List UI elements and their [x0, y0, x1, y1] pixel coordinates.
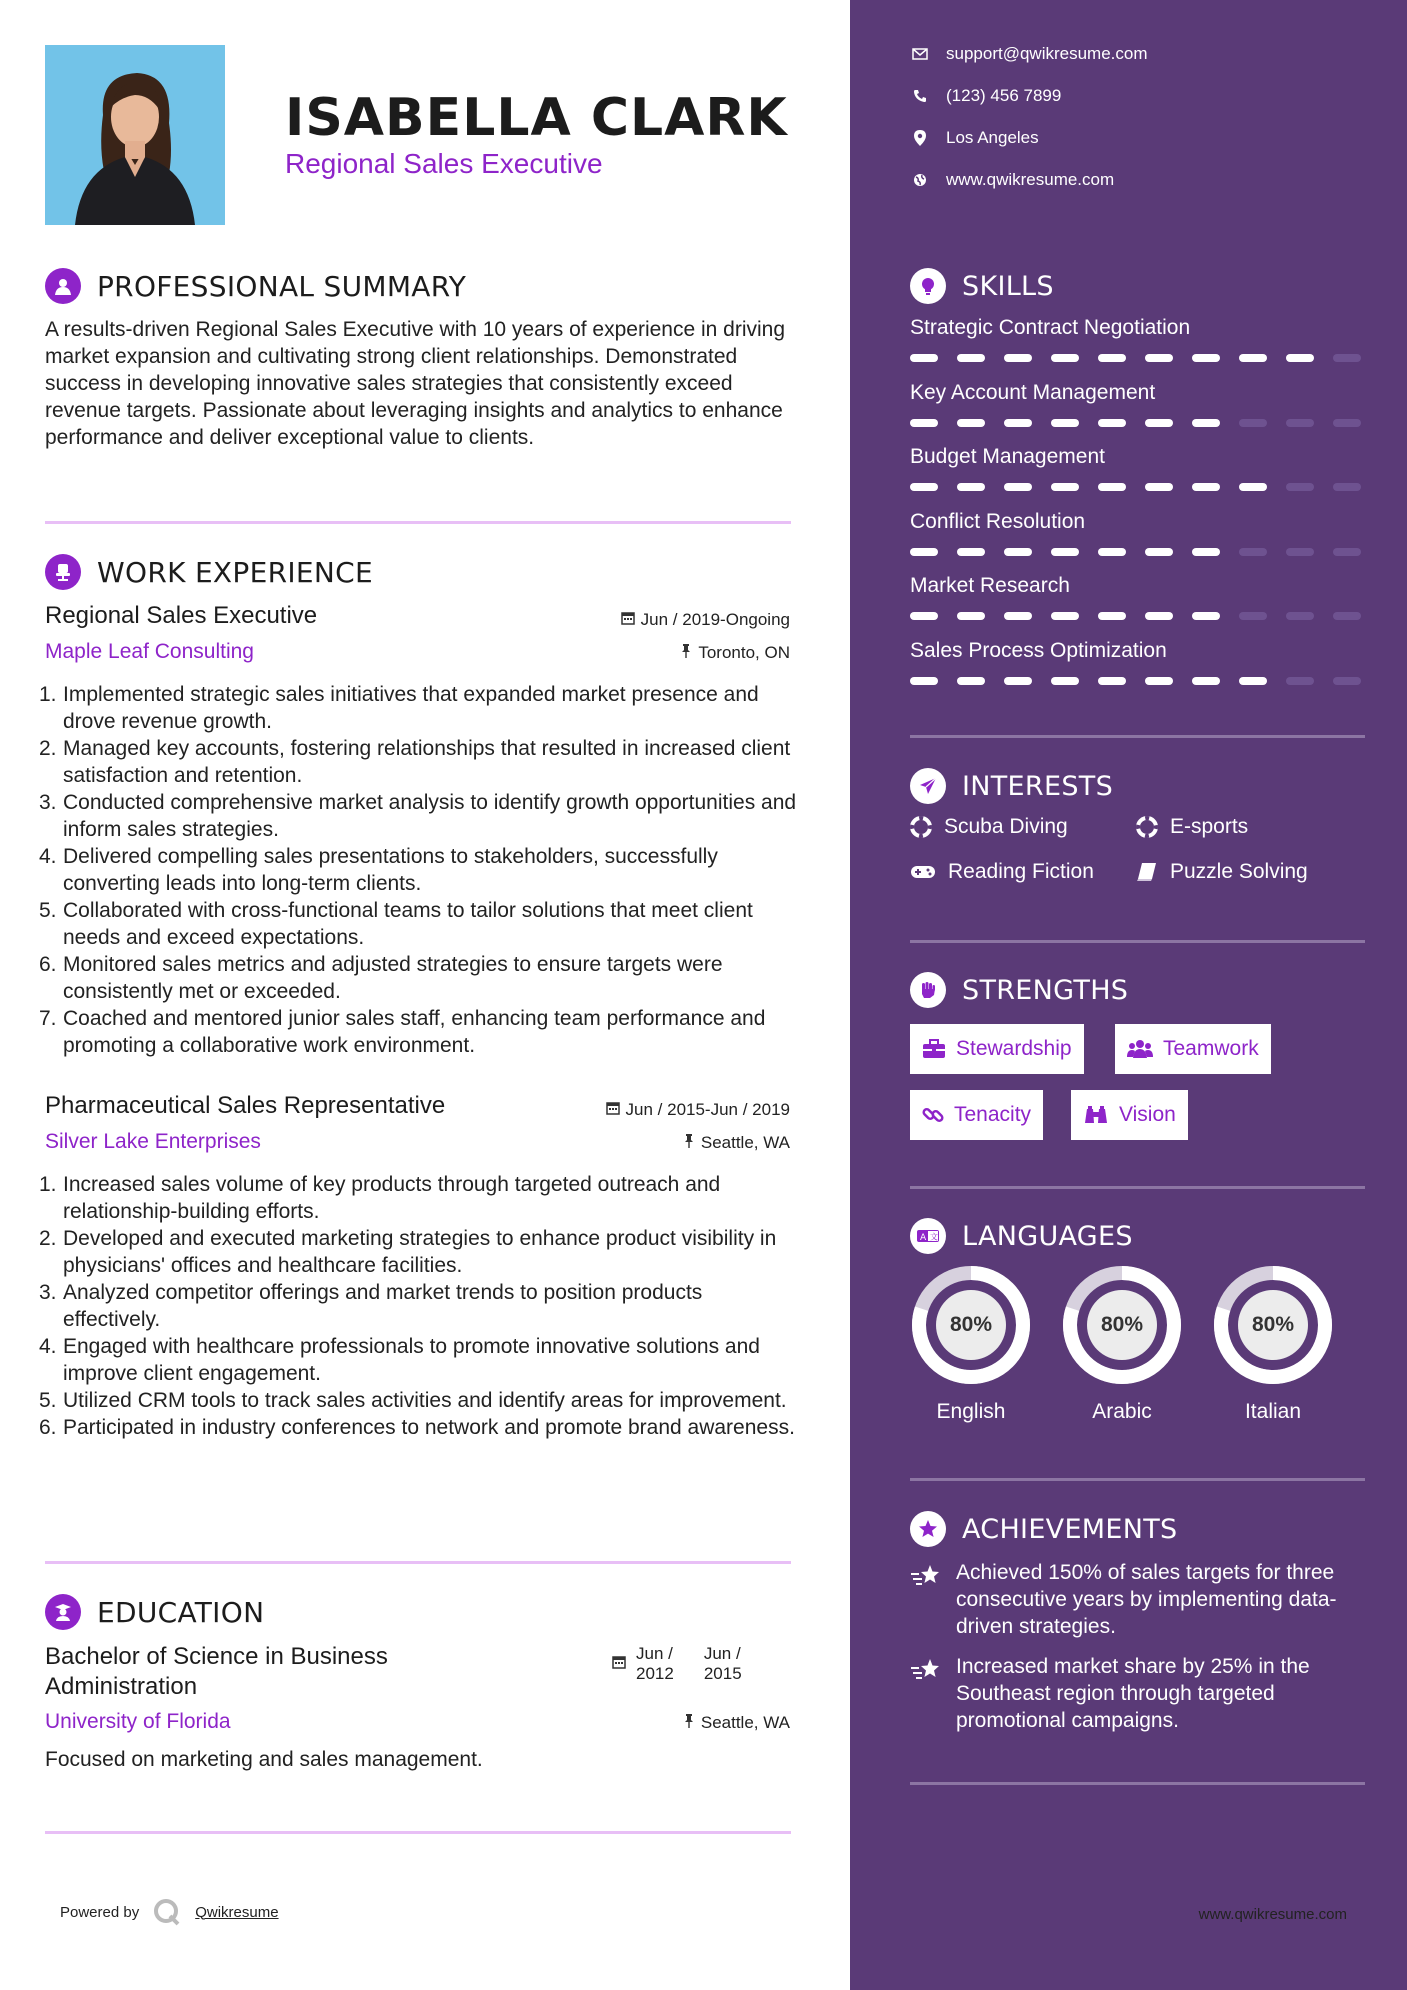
profile-photo — [45, 45, 225, 225]
skill-meter — [910, 677, 1361, 685]
strength-label: Stewardship — [956, 1037, 1072, 1060]
item-text: Delivered compelling sales presentations to stakeholders, successfully converting leads into long-term clients. — [63, 845, 718, 895]
responsibility-item — [39, 843, 805, 897]
skill-dot-filled — [1098, 612, 1126, 620]
skill-dot-filled — [1192, 612, 1220, 620]
skill-dot-empty — [1333, 548, 1361, 556]
experience-heading — [45, 554, 373, 590]
section-title: LANGUAGES — [962, 1220, 1133, 1252]
responsibility-item — [39, 897, 805, 951]
skill-name: Key Account Management — [910, 380, 1156, 404]
skill-dot-filled — [1098, 677, 1126, 685]
divider — [910, 1782, 1365, 1785]
strength-tag — [910, 1024, 1084, 1074]
item-number: 4. — [39, 1335, 57, 1358]
skills-heading — [910, 268, 1054, 304]
achievement-text: Increased market share by 25% in the Southeast region through targeted promotional campaigns. — [956, 1655, 1310, 1732]
svg-text:A: A — [920, 1233, 927, 1243]
skill-dot-filled — [957, 419, 985, 427]
language-name: English — [936, 1400, 1006, 1423]
skill-dot-filled — [1145, 354, 1173, 362]
qwikresume-logo-icon — [153, 1898, 181, 1926]
achievements-heading — [910, 1511, 1178, 1547]
responsibility-item — [39, 951, 805, 1005]
section-title: STRENGTHS — [962, 974, 1129, 1006]
skill-dot-filled — [1004, 419, 1032, 427]
strength-tag — [910, 1090, 1043, 1140]
item-text: Implemented strategic sales initiatives that expanded market presence and drove revenue growth. — [63, 683, 759, 733]
item-number: 7. — [39, 1007, 57, 1030]
skill-dot-filled — [1286, 354, 1314, 362]
interest-label: Reading Fiction — [948, 860, 1094, 883]
envelope-icon — [910, 48, 930, 60]
section-title: PROFESSIONAL SUMMARY — [97, 269, 467, 303]
language-name: Italian — [1244, 1400, 1302, 1423]
skill-dot-filled — [1098, 548, 1126, 556]
skill-dot-empty — [1286, 419, 1314, 427]
section-title: INTERESTS — [962, 770, 1114, 802]
achievement-text: Achieved 150% of sales targets for three consecutive years by implementing data-driven strategies. — [956, 1561, 1337, 1638]
skill-dot-filled — [1098, 419, 1126, 427]
skill-dot-filled — [910, 419, 938, 427]
responsibility-item — [39, 789, 805, 843]
skill-dot-filled — [1145, 419, 1173, 427]
skill-dot-filled — [1051, 483, 1079, 491]
skill-dot-filled — [910, 677, 938, 685]
graduate-icon — [45, 1594, 81, 1630]
item-number: 5. — [39, 899, 57, 922]
start-date: Jun / 2012 — [636, 1644, 674, 1683]
skill-dot-filled — [957, 612, 985, 620]
skill-dot-filled — [957, 483, 985, 491]
job-dates-text: Jun / 2019-Ongoing — [640, 610, 790, 629]
skill-meter — [910, 354, 1361, 362]
skill-dot-filled — [910, 354, 938, 362]
candidate-name: ISABELLA CLARK — [285, 88, 788, 148]
education-dates — [612, 1644, 742, 1684]
item-text: Collaborated with cross-functional teams to tailor solutions that meet client needs and exceed expectations. — [63, 899, 753, 949]
skill-dot-filled — [1004, 612, 1032, 620]
users-icon — [1127, 1039, 1153, 1059]
skill-dot-filled — [1004, 677, 1032, 685]
calendar-icon — [621, 610, 635, 630]
user-icon — [45, 268, 81, 304]
item-text: Engaged with healthcare professionals to promote innovative solutions and improve client engagement. — [63, 1335, 760, 1385]
link-icon — [922, 1104, 944, 1126]
language-item — [910, 1264, 1032, 1424]
interest-item — [910, 860, 1094, 884]
contact-website[interactable] — [910, 170, 1114, 190]
responsibility-item — [39, 1171, 805, 1225]
divider — [45, 521, 791, 524]
item-text: Utilized CRM tools to track sales activities and identify areas for improvement. — [63, 1389, 787, 1412]
job-dates — [606, 1100, 790, 1120]
divider — [910, 735, 1365, 738]
skill-dot-empty — [1286, 548, 1314, 556]
item-text: Coached and mentored junior sales staff, enhancing team performance and promoting a collaborative work environment. — [63, 1007, 766, 1057]
contact-phone[interactable] — [910, 86, 1061, 106]
job-location — [683, 1133, 790, 1153]
powered-by-text: Powered by — [60, 1903, 140, 1921]
language-icon — [910, 1218, 946, 1254]
item-number: 1. — [39, 1173, 57, 1196]
education-heading — [45, 1594, 264, 1630]
school-name: University of Florida — [45, 1710, 231, 1733]
item-text: Conducted comprehensive market analysis to identify growth opportunities and inform sales strategies. — [63, 791, 797, 841]
responsibility-item — [39, 1414, 805, 1441]
achievement-item — [910, 1653, 1366, 1734]
section-title: EDUCATION — [97, 1595, 265, 1629]
skill-meter — [910, 612, 1361, 620]
responsibility-item — [39, 681, 805, 735]
divider — [910, 1478, 1365, 1481]
skill-dot-filled — [1051, 419, 1079, 427]
job-location — [680, 643, 790, 663]
interests-heading — [910, 768, 1113, 804]
svg-text:文: 文 — [930, 1232, 938, 1242]
globe-icon — [910, 173, 930, 187]
skill-dot-filled — [1051, 612, 1079, 620]
sidebar — [850, 0, 1407, 1990]
summary-text: A results-driven Regional Sales Executive with 10 years of experience in driving market expansion and cultivating strong client relationships. Demonstrated success in developing innovative sales strategies that consistently exceed revenue targets. Passionate about leveraging insights and analytics to enhance performance and deliver exceptional value to clients. — [45, 318, 786, 449]
skill-name: Budget Management — [910, 445, 1105, 468]
skill-dot-filled — [1051, 677, 1079, 685]
calendar-icon — [612, 1644, 626, 1684]
powered-by — [60, 1898, 279, 1926]
skill-dot-filled — [910, 548, 938, 556]
calendar-icon — [606, 1100, 620, 1120]
item-text: Monitored sales metrics and adjusted strategies to ensure targets were consistently met or exceeded. — [63, 953, 723, 1003]
skill-dot-filled — [957, 548, 985, 556]
skill-dot-empty — [1333, 612, 1361, 620]
brand-link[interactable]: Qwikresume — [195, 1903, 279, 1921]
skill-dot-filled — [1192, 419, 1220, 427]
section-title: SKILLS — [962, 270, 1054, 302]
strength-tag — [1071, 1090, 1188, 1140]
interest-item — [1136, 815, 1248, 839]
candidate-title: Regional Sales Executive — [285, 148, 603, 179]
company-name: Maple Leaf Consulting — [45, 640, 254, 663]
chair-icon — [45, 554, 81, 590]
responsibility-item — [39, 735, 805, 789]
interest-item — [1136, 860, 1308, 884]
item-text: Participated in industry conferences to network and promote brand awareness. — [63, 1416, 795, 1439]
skill-dot-empty — [1333, 483, 1361, 491]
item-number: 6. — [39, 1416, 57, 1439]
interest-label: E-sports — [1170, 815, 1249, 838]
skill-dot-filled — [1239, 483, 1267, 491]
section-title: WORK EXPERIENCE — [97, 555, 373, 589]
shooting-star-icon — [910, 1559, 946, 1640]
strength-label: Tenacity — [954, 1103, 1032, 1126]
degree-line: Bachelor of Science in Business — [45, 1643, 388, 1670]
contact-email[interactable] — [910, 44, 1148, 64]
skill-dot-filled — [957, 677, 985, 685]
binoculars-icon — [1083, 1105, 1109, 1125]
skill-dot-empty — [1286, 677, 1314, 685]
job-location-text: Toronto, ON — [698, 643, 790, 662]
interest-item — [910, 815, 1068, 839]
location-text: Los Angeles — [946, 128, 1039, 147]
skill-dot-filled — [1051, 548, 1079, 556]
skill-dot-filled — [1145, 677, 1173, 685]
school-location-text: Seattle, WA — [700, 1713, 790, 1732]
skill-dot-filled — [1051, 354, 1079, 362]
degree-title — [45, 1642, 388, 1702]
skill-meter — [910, 419, 1361, 427]
skill-name: Sales Process Optimization — [910, 638, 1167, 662]
pin-icon — [683, 1713, 695, 1733]
divider — [45, 1561, 791, 1564]
job-location-text: Seattle, WA — [700, 1133, 790, 1152]
skill-dot-filled — [957, 354, 985, 362]
skill-name: Conflict Resolution — [910, 509, 1086, 533]
shooting-star-icon — [910, 1653, 946, 1734]
item-number: 2. — [39, 1227, 57, 1250]
skill-dot-filled — [1145, 483, 1173, 491]
skill-dot-empty — [1239, 548, 1267, 556]
language-percent: 80% — [949, 1313, 993, 1336]
skill-dot-empty — [1333, 677, 1361, 685]
divider — [45, 1831, 791, 1834]
website-text: www.qwikresume.com — [946, 170, 1115, 189]
summary-heading — [45, 268, 466, 304]
languages-heading — [910, 1218, 1133, 1254]
education-note: Focused on marketing and sales management. — [45, 1748, 483, 1771]
language-name: Arabic — [1092, 1400, 1152, 1423]
skill-dot-empty — [1333, 419, 1361, 427]
section-title: ACHIEVEMENTS — [962, 1513, 1178, 1545]
book-icon — [1136, 862, 1158, 882]
skill-dot-filled — [910, 483, 938, 491]
responsibility-item — [39, 1333, 805, 1387]
skill-dot-filled — [1192, 548, 1220, 556]
item-text: Managed key accounts, fostering relationships that resulted in increased client satisfaction and retention. — [63, 737, 791, 787]
phone-text: (123) 456 7899 — [946, 86, 1062, 105]
skill-dot-filled — [1239, 354, 1267, 362]
interest-label: Scuba Diving — [944, 815, 1068, 838]
strength-label: Vision — [1119, 1103, 1176, 1126]
footer-site[interactable]: www.qwikresume.com — [1198, 1906, 1347, 1923]
item-number: 2. — [39, 737, 57, 760]
skill-dot-filled — [1098, 483, 1126, 491]
divider — [910, 940, 1365, 943]
skill-dot-filled — [1004, 548, 1032, 556]
pin-icon — [680, 643, 692, 663]
star-badge-icon — [910, 1511, 946, 1547]
skill-meter — [910, 483, 1361, 491]
school-location — [683, 1713, 790, 1733]
gamepad-icon — [910, 864, 936, 880]
achievement-item — [910, 1559, 1366, 1640]
phone-icon — [910, 89, 930, 103]
email-text: support@qwikresume.com — [946, 44, 1148, 63]
skill-dot-empty — [1286, 483, 1314, 491]
skill-dot-filled — [1004, 483, 1032, 491]
responsibility-list — [39, 1171, 805, 1441]
skill-meter — [910, 548, 1361, 556]
skill-dot-empty — [1239, 419, 1267, 427]
skill-dot-filled — [1192, 677, 1220, 685]
divider — [910, 1186, 1365, 1189]
company-name: Silver Lake Enterprises — [45, 1130, 261, 1153]
skill-dot-filled — [1239, 677, 1267, 685]
life-ring-icon — [910, 816, 932, 838]
responsibility-item — [39, 1279, 805, 1333]
item-number: 5. — [39, 1389, 57, 1412]
language-item — [1061, 1264, 1183, 1424]
item-number: 1. — [39, 683, 57, 706]
skill-dot-empty — [1286, 612, 1314, 620]
life-ring-icon — [1136, 816, 1158, 838]
skill-dot-filled — [1145, 548, 1173, 556]
skill-dot-filled — [1145, 612, 1173, 620]
item-number: 6. — [39, 953, 57, 976]
skill-dot-filled — [1192, 483, 1220, 491]
map-marker-icon — [910, 130, 930, 146]
job-dates — [621, 610, 790, 630]
skill-dot-filled — [1098, 354, 1126, 362]
language-percent: 80% — [1251, 1313, 1295, 1336]
skill-dot-filled — [1004, 354, 1032, 362]
briefcase-icon — [922, 1039, 946, 1059]
paper-plane-icon — [910, 768, 946, 804]
pin-icon — [683, 1133, 695, 1153]
contact-location — [910, 128, 1039, 148]
item-text: Analyzed competitor offerings and market trends to position products effectively. — [63, 1281, 703, 1331]
interest-label: Puzzle Solving — [1170, 860, 1308, 883]
responsibility-item — [39, 1005, 805, 1059]
lightbulb-icon — [910, 268, 946, 304]
job-dates-text: Jun / 2015-Jun / 2019 — [625, 1100, 790, 1119]
skill-name: Strategic Contract Negotiation — [910, 316, 1191, 339]
job-title: Pharmaceutical Sales Representative — [45, 1092, 446, 1119]
skill-dot-empty — [1239, 612, 1267, 620]
responsibility-list — [39, 681, 805, 1059]
strength-label: Teamwork — [1163, 1037, 1259, 1060]
language-item — [1212, 1264, 1334, 1424]
language-percent: 80% — [1100, 1313, 1144, 1336]
item-text: Developed and executed marketing strategies to enhance product visibility in physicians' offices and healthcare facilities. — [63, 1227, 777, 1277]
item-number: 3. — [39, 791, 57, 814]
skill-dot-empty — [1333, 354, 1361, 362]
item-number: 4. — [39, 845, 57, 868]
responsibility-item — [39, 1387, 805, 1414]
fist-icon — [910, 972, 946, 1008]
skill-dot-filled — [1192, 354, 1220, 362]
skill-dot-filled — [910, 612, 938, 620]
item-text: Increased sales volume of key products through targeted outreach and relationship-building efforts. — [63, 1173, 721, 1223]
responsibility-item — [39, 1225, 805, 1279]
degree-line: Administration — [45, 1673, 198, 1700]
strengths-heading — [910, 972, 1128, 1008]
strength-tag — [1115, 1024, 1271, 1074]
end-date: Jun / 2015 — [703, 1644, 742, 1683]
job-title: Regional Sales Executive — [45, 602, 318, 629]
item-number: 3. — [39, 1281, 57, 1304]
skill-name: Market Research — [910, 574, 1070, 597]
